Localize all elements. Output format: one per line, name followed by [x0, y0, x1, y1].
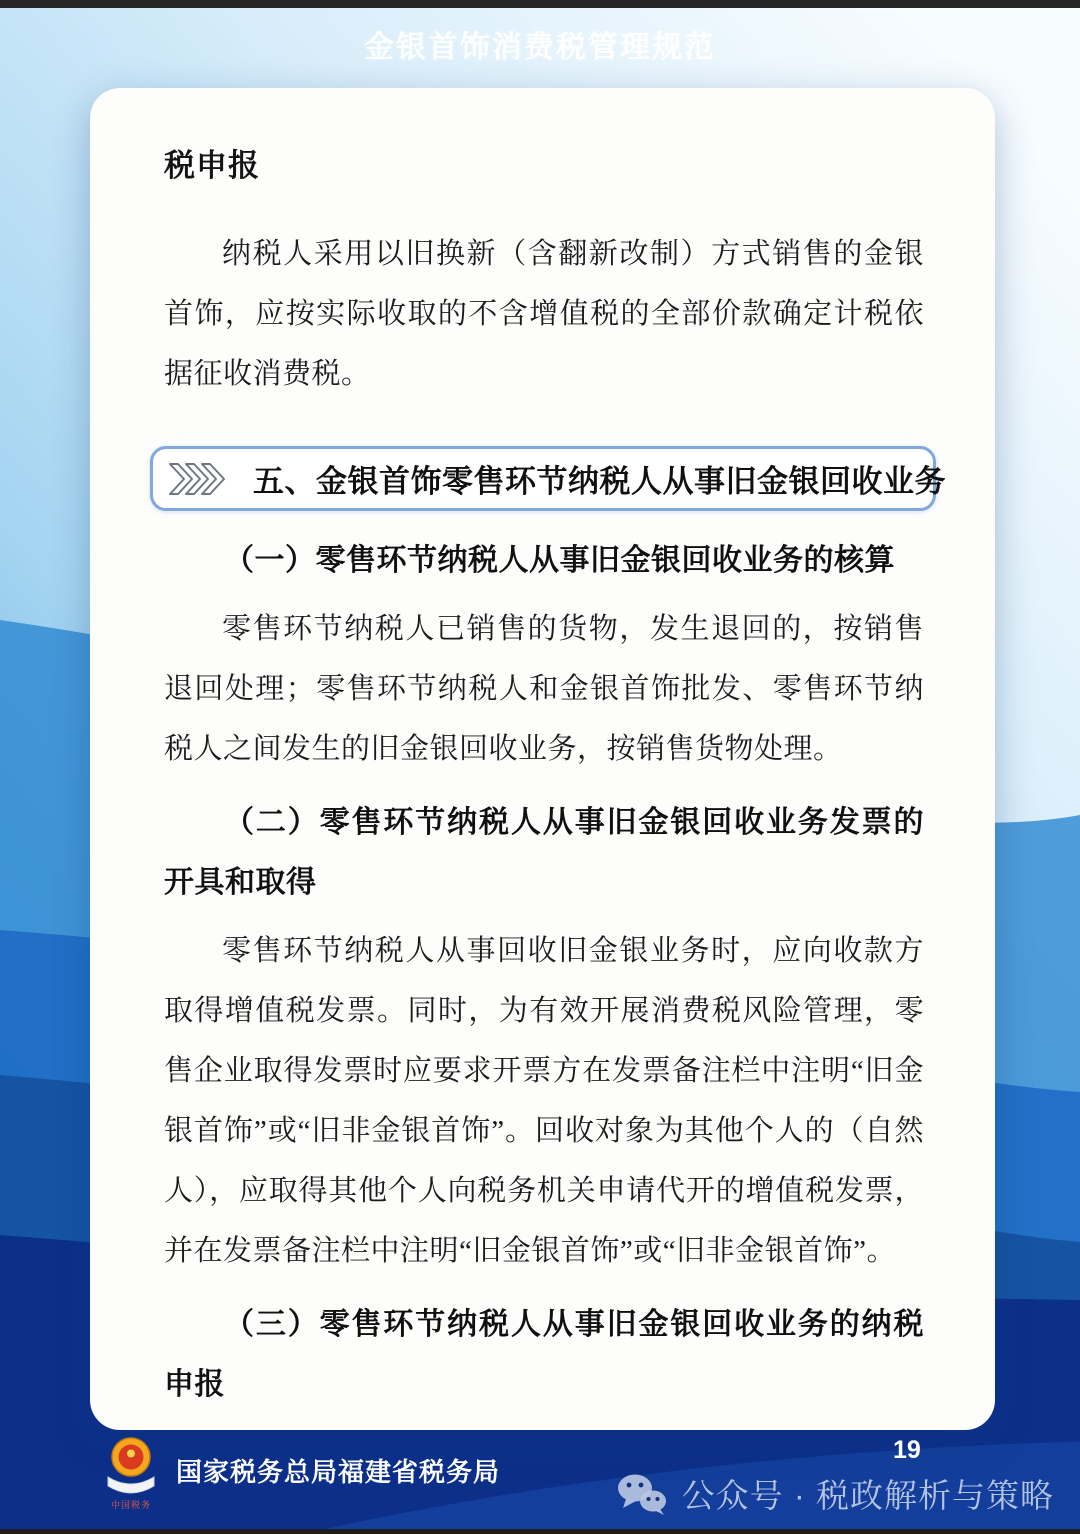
section-title: 五、金银首饰零售环节纳税人从事旧金银回收业务 — [253, 464, 946, 499]
tax-emblem-icon — [102, 1436, 160, 1513]
bottom-border-bar — [0, 1529, 1080, 1534]
content-card — [90, 88, 995, 1430]
watermark-text: 公众号 · 税政解析与策略 — [681, 1477, 1054, 1514]
footer — [0, 1430, 1080, 1534]
subsection-1-heading: （一）零售环节纳税人从事旧金银回收业务的核算 — [224, 544, 895, 577]
page-number: 19 — [893, 1436, 921, 1464]
top-border-bar — [0, 0, 1080, 8]
wechat-icon — [616, 1472, 668, 1516]
watermark — [616, 1470, 1054, 1517]
org-name: 国家税务总局福建省税务局 — [176, 1457, 501, 1487]
intro-heading: 税申报 — [164, 148, 260, 183]
subsection-2-heading: （二）零售环节纳税人从事旧金银回收业务发票的开具和取得 — [164, 806, 924, 899]
page-title: 金银首饰消费税管理规范 — [364, 31, 716, 64]
subsection-3-body — [164, 1423, 924, 1430]
triple-chevron-icon — [167, 461, 233, 497]
emblem-caption: 中国税务 — [110, 1500, 151, 1510]
subsection-1-body: 零售环节纳税人已销售的货物，发生退回的，按销售退回处理；零售环节纳税人和金银首饰批发、零售环节纳税人之间发生的旧金银回收业务，按销售货物处理。 — [164, 613, 924, 765]
org-branding — [102, 1436, 500, 1513]
section-heading-box — [150, 446, 946, 511]
subsection-2-body: 零售环节纳税人从事回收旧金银业务时，应向收款方取得增值税发票。同时，为有效开展消费税风险管理，零售企业取得发票时应要求开票方在发票备注栏中注明“旧金银首饰”或“旧非金银首饰”。回收对象为其他个人的（自然人），应取得其他个人向税务机关申请代开的增值税发票，并在发票备注栏中注明“旧金银首饰”或“旧非金银首饰”。 — [164, 935, 924, 1267]
intro-paragraph: 纳税人采用以旧换新（含翻新改制）方式销售的金银首饰，应按实际收取的不含增值税的全部价款确定计税依据征收消费税。 — [164, 238, 924, 390]
subsection-3-heading: （三）零售环节纳税人从事旧金银回收业务的纳税申报 — [164, 1308, 924, 1401]
